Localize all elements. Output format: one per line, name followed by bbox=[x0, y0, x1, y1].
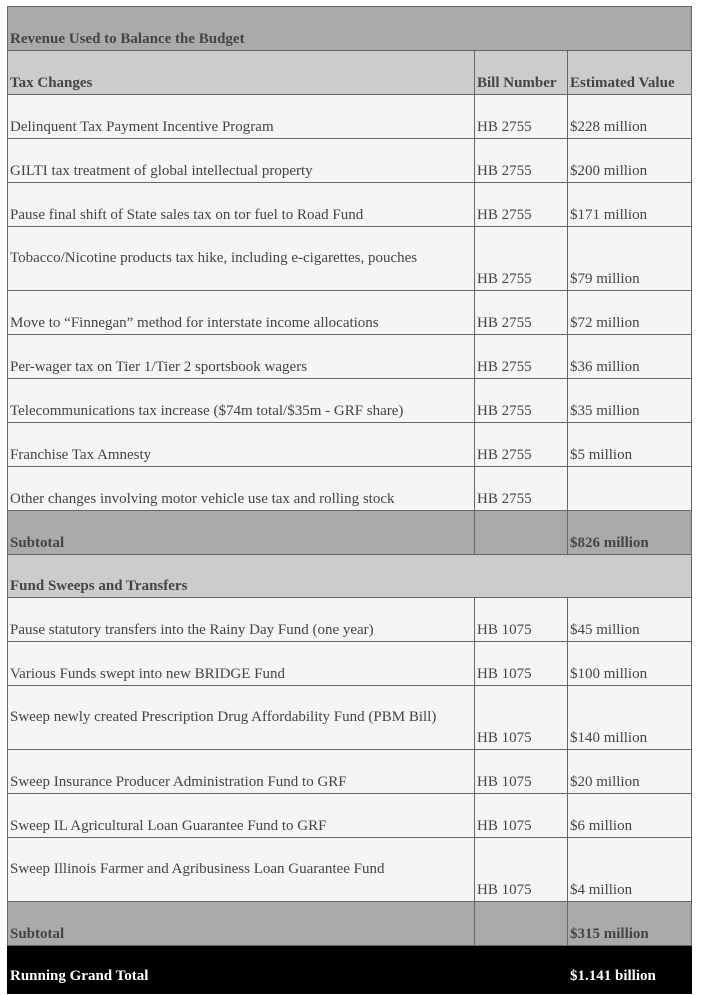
row-estimated-value: $228 million bbox=[568, 95, 692, 139]
subtotal-bill-number bbox=[475, 902, 568, 946]
row-estimated-value bbox=[568, 467, 692, 511]
row-bill-number: HB 1075 bbox=[475, 642, 568, 686]
section-header-tax-changes: Tax Changes bbox=[8, 51, 475, 95]
table-row bbox=[8, 183, 692, 227]
fund-sweeps-header-row bbox=[8, 555, 692, 598]
table-row bbox=[8, 598, 692, 642]
row-estimated-value: $79 million bbox=[568, 227, 692, 291]
grand-total-row bbox=[8, 946, 692, 994]
row-estimated-value: $35 million bbox=[568, 379, 692, 423]
row-estimated-value: $140 million bbox=[568, 686, 692, 750]
row-estimated-value: $5 million bbox=[568, 423, 692, 467]
row-description: Move to “Finnegan” method for interstate income allocations bbox=[8, 291, 475, 335]
table-row bbox=[8, 379, 692, 423]
grand-total-value: $1.141 billion bbox=[568, 946, 692, 994]
subtotal-bill-number bbox=[475, 511, 568, 555]
row-estimated-value: $72 million bbox=[568, 291, 692, 335]
row-estimated-value: $4 million bbox=[568, 838, 692, 902]
row-estimated-value: $100 million bbox=[568, 642, 692, 686]
row-description: Pause statutory transfers into the Rainy Day Fund (one year) bbox=[8, 598, 475, 642]
row-bill-number: HB 2755 bbox=[475, 227, 568, 291]
budget-table bbox=[7, 6, 692, 994]
row-bill-number: HB 1075 bbox=[475, 750, 568, 794]
row-description: Tobacco/Nicotine products tax hike, including e-cigarettes, pouches bbox=[8, 227, 475, 291]
column-header-bill-number: Bill Number bbox=[475, 51, 568, 95]
table-title: Revenue Used to Balance the Budget bbox=[8, 7, 692, 51]
table-row bbox=[8, 750, 692, 794]
row-description: Sweep IL Agricultural Loan Guarantee Fund to GRF bbox=[8, 794, 475, 838]
table-row bbox=[8, 686, 692, 750]
fund-subtotal-row bbox=[8, 902, 692, 946]
row-description: Sweep Illinois Farmer and Agribusiness Loan Guarantee Fund bbox=[8, 838, 475, 902]
row-bill-number: HB 2755 bbox=[475, 379, 568, 423]
table-row bbox=[8, 794, 692, 838]
row-description: Pause final shift of State sales tax on tor fuel to Road Fund bbox=[8, 183, 475, 227]
table-row bbox=[8, 291, 692, 335]
grand-total-bill-number bbox=[475, 946, 568, 994]
row-estimated-value: $20 million bbox=[568, 750, 692, 794]
table-row bbox=[8, 423, 692, 467]
tax-subtotal-row bbox=[8, 511, 692, 555]
row-description: Franchise Tax Amnesty bbox=[8, 423, 475, 467]
row-bill-number: HB 2755 bbox=[475, 183, 568, 227]
row-description: Delinquent Tax Payment Incentive Program bbox=[8, 95, 475, 139]
table-row bbox=[8, 838, 692, 902]
row-bill-number: HB 1075 bbox=[475, 598, 568, 642]
row-estimated-value: $171 million bbox=[568, 183, 692, 227]
row-bill-number: HB 2755 bbox=[475, 95, 568, 139]
table-title-row bbox=[8, 7, 692, 51]
row-estimated-value: $200 million bbox=[568, 139, 692, 183]
row-description: Telecommunications tax increase ($74m total/$35m - GRF share) bbox=[8, 379, 475, 423]
subtotal-label: Subtotal bbox=[8, 902, 475, 946]
row-description: Sweep newly created Prescription Drug Affordability Fund (PBM Bill) bbox=[8, 686, 475, 750]
column-header-estimated-value: Estimated Value bbox=[568, 51, 692, 95]
row-bill-number: HB 1075 bbox=[475, 838, 568, 902]
row-bill-number: HB 2755 bbox=[475, 291, 568, 335]
row-description: Various Funds swept into new BRIDGE Fund bbox=[8, 642, 475, 686]
row-description: GILTI tax treatment of global intellectual property bbox=[8, 139, 475, 183]
row-bill-number: HB 2755 bbox=[475, 139, 568, 183]
table-row bbox=[8, 139, 692, 183]
section-header-fund-sweeps: Fund Sweeps and Transfers bbox=[8, 555, 692, 598]
subtotal-value: $315 million bbox=[568, 902, 692, 946]
table-row bbox=[8, 642, 692, 686]
table-row bbox=[8, 95, 692, 139]
subtotal-value: $826 million bbox=[568, 511, 692, 555]
row-bill-number: HB 1075 bbox=[475, 794, 568, 838]
table-row bbox=[8, 335, 692, 379]
row-bill-number: HB 2755 bbox=[475, 423, 568, 467]
column-header-row bbox=[8, 51, 692, 95]
row-estimated-value: $45 million bbox=[568, 598, 692, 642]
row-description: Per-wager tax on Tier 1/Tier 2 sportsbook wagers bbox=[8, 335, 475, 379]
row-bill-number: HB 2755 bbox=[475, 335, 568, 379]
row-bill-number: HB 1075 bbox=[475, 686, 568, 750]
row-estimated-value: $6 million bbox=[568, 794, 692, 838]
grand-total-label: Running Grand Total bbox=[8, 946, 475, 994]
subtotal-label: Subtotal bbox=[8, 511, 475, 555]
row-description: Sweep Insurance Producer Administration Fund to GRF bbox=[8, 750, 475, 794]
table-row bbox=[8, 227, 692, 291]
row-description: Other changes involving motor vehicle use tax and rolling stock bbox=[8, 467, 475, 511]
row-bill-number: HB 2755 bbox=[475, 467, 568, 511]
row-estimated-value: $36 million bbox=[568, 335, 692, 379]
table-row bbox=[8, 467, 692, 511]
